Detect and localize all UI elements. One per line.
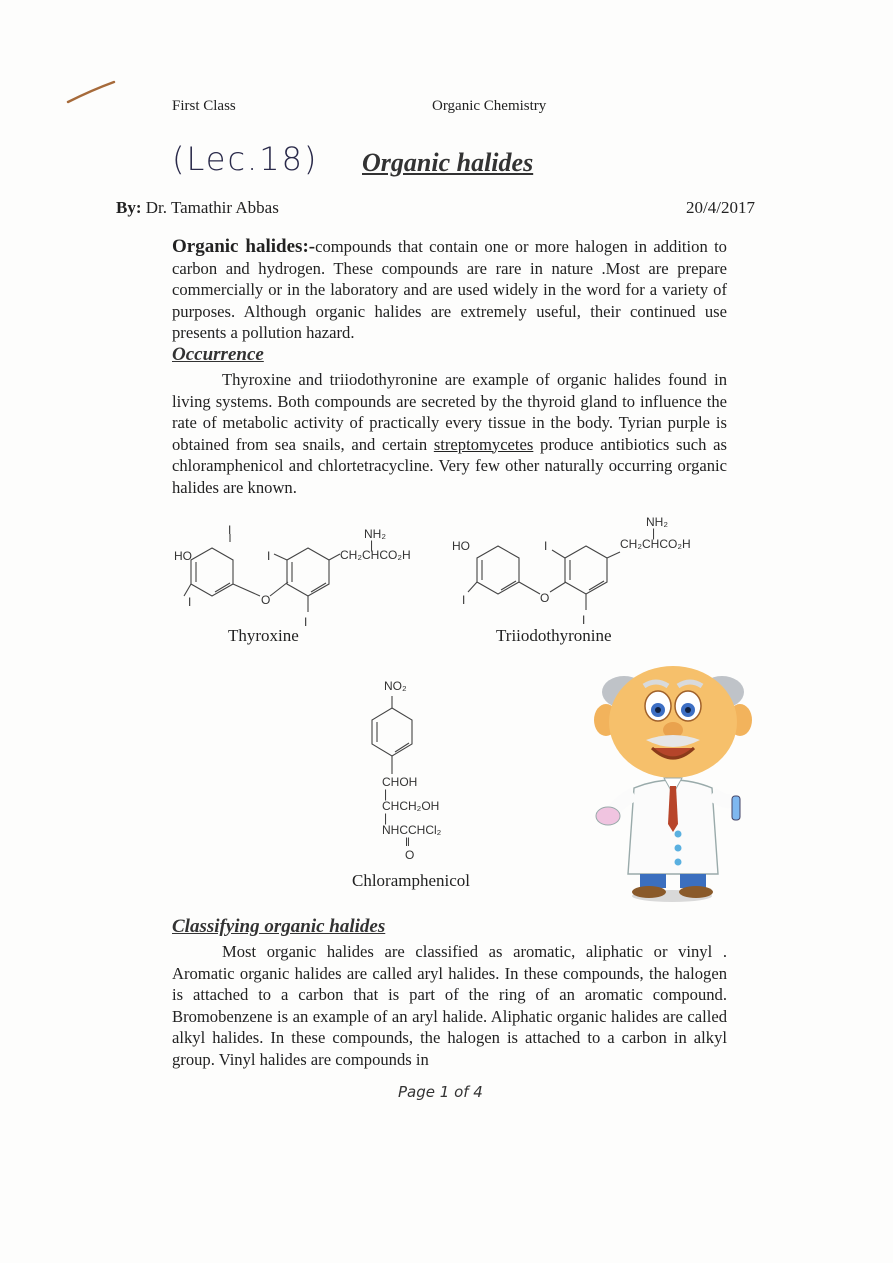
chloramphenicol-caption: Chloramphenicol bbox=[352, 871, 471, 890]
thyroxine-i2: I bbox=[188, 595, 192, 609]
triiodothyronine-bar: | bbox=[652, 526, 656, 540]
triiodothyronine-side-chain: CH₂CHCO₂H bbox=[620, 537, 691, 551]
thyroxine-structure bbox=[170, 522, 430, 634]
classifying-heading: Classifying organic halides bbox=[172, 916, 386, 937]
thyroxine-bar: | bbox=[370, 538, 374, 552]
header-subject: Organic Chemistry bbox=[432, 98, 547, 114]
occurrence-paragraph bbox=[172, 369, 727, 498]
occurrence-text-2: produce antibiotics such as chloramphenicol and chlortetracycline. Very few other naturally occurring organic halides are known. bbox=[172, 434, 727, 497]
triiodothyronine-i1: I bbox=[462, 593, 466, 607]
streptomycetes-link: streptomycetes bbox=[433, 434, 534, 454]
triiodothyronine-i2: I bbox=[544, 539, 548, 553]
classifying-paragraph: Most organic halides are classified as aromatic, aliphatic or vinyl . Aromatic organic halides are called aryl halides. In these compounds, the halogen is attached to a carbon that is part of the ring of an aromatic compound. Bromobenzene is an example of an aryl halide. Aliphatic organic halides are called alkyl halides. In these compounds, the halogen is attached to a carbon in alkyl group. Vinyl halides are compounds in bbox=[172, 942, 727, 1069]
thyroxine-i1: I bbox=[228, 523, 232, 537]
thyroxine-o: O bbox=[261, 593, 271, 607]
chloramphenicol-oxygen: O bbox=[405, 848, 415, 862]
author-line bbox=[116, 198, 279, 218]
chloramphenicol-chain-2: CHCH₂OH bbox=[382, 799, 440, 813]
scientist-cartoon-icon bbox=[594, 664, 752, 904]
thyroxine-nh2: NH₂ bbox=[364, 527, 386, 541]
intro-text: compounds that contain one or more halogen in addition to carbon and hydrogen. These compounds are rare in nature .Most are prepare commercially or in the laboratory and are used widely in the word for a variety of purposes. Although organic halides are extremely useful, their continued use presents a pollution hazard. bbox=[172, 237, 727, 342]
intro-paragraph bbox=[172, 236, 727, 344]
thyroxine-side-chain: CH₂CHCO₂H bbox=[340, 548, 411, 562]
pen-mark-icon bbox=[64, 78, 120, 108]
triiodothyronine-ho: HO bbox=[452, 539, 470, 553]
by-label: By: bbox=[116, 198, 142, 217]
lecture-note: (Lec.18) bbox=[172, 140, 319, 178]
triiodothyronine-structure bbox=[448, 510, 718, 630]
occurrence-heading: Occurrence bbox=[172, 344, 264, 365]
chloramphenicol-chain-1: CHOH bbox=[382, 775, 418, 789]
chloramphenicol-no2: NO₂ bbox=[384, 679, 407, 693]
triiodothyronine-o: O bbox=[540, 591, 550, 605]
header-class: First Class bbox=[172, 98, 236, 114]
chloramphenicol-structure bbox=[350, 672, 490, 868]
chloramphenicol-double-bond: ‖ bbox=[405, 835, 410, 849]
thyroxine-caption: Thyroxine bbox=[228, 626, 299, 645]
lecture-date: 20/4/2017 bbox=[686, 198, 755, 217]
chloramphenicol-chain-3: NHCCHCl₂ bbox=[382, 823, 442, 837]
chloramphenicol-bar-1: | bbox=[384, 787, 388, 801]
thyroxine-i3: I bbox=[267, 549, 271, 563]
triiodothyronine-i3: I bbox=[582, 613, 586, 627]
thyroxine-i4: I bbox=[304, 615, 308, 629]
triiodothyronine-caption: Triiodothyronine bbox=[496, 626, 612, 645]
page-number: Page 1 of 4 bbox=[398, 1083, 483, 1101]
triiodothyronine-nh2: NH₂ bbox=[646, 515, 668, 529]
chloramphenicol-bar-2: | bbox=[384, 811, 388, 825]
occurrence-text-1: Thyroxine and triiodothyronine are example of organic halides found in living systems. Both compounds are secreted by the thyroid gland to influence the rate of metabolic activity of practically every tissue in the body. Tyrian purple is obtained from sea snails, and certain bbox=[172, 370, 727, 454]
page-title: Organic halides bbox=[362, 148, 534, 177]
thyroxine-ho: HO bbox=[174, 549, 192, 563]
author-name: Dr. Tamathir Abbas bbox=[145, 198, 279, 217]
intro-term: Organic halides:- bbox=[172, 236, 316, 257]
